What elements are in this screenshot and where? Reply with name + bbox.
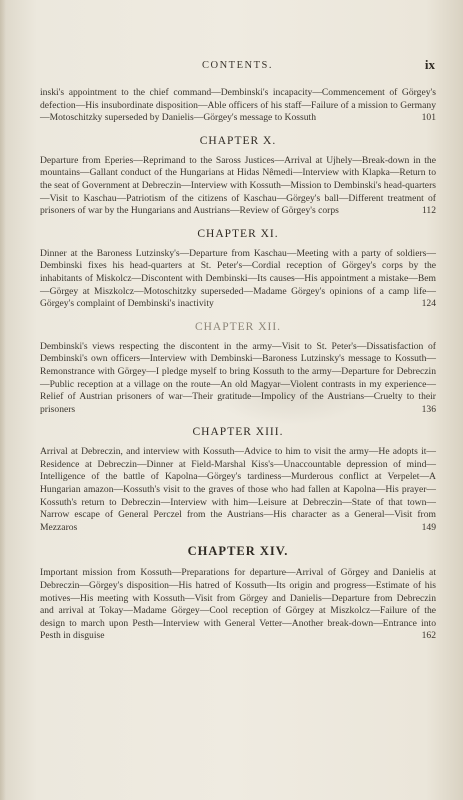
contents-list xyxy=(40,85,436,643)
entry-page: 101 xyxy=(421,112,436,124)
chapter-heading: CHAPTER X. xyxy=(199,134,277,147)
entry-summary: Arrival at Debreczin, and interview with Kossuth—Advice to him to visit the army—He adopts it—Residence at Debreczin—Dinner at Field-Marshal Kiss's—Unaccountable depression of mind—Intelligence of the battle of Kapolna—Görgey's tardiness—Murderous conflict at Verpelet—A Hungarian amazon—Kossuth's visit to the graves of those who had fallen at Kapolna—His prayer—Kossuth's return to Debreczin—Interview with him—Leisure at Debreczin—State of that town—Narrow escape of General Perczel from the Austrians—His character as a General—Visit from Mezzaros xyxy=(40,446,436,533)
chapter-heading: CHAPTER XII. xyxy=(194,320,282,333)
entry-page: 112 xyxy=(421,205,436,217)
page-number: ix xyxy=(424,57,435,72)
contents-entry xyxy=(40,248,436,311)
contents-entry xyxy=(40,446,436,534)
contents-entry xyxy=(40,567,436,643)
contents-entry xyxy=(40,87,436,125)
entry-summary: Important mission from Kossuth—Preparations for departure—Arrival of Görgey and Danielis at Debreczin—Görgey's disposition—His hatred of Kossuth—Its origin and progress—Estimate of his motives—His meeting with Kossuth—Visit from Görgey and Danielis—Departure from Debreczin and arrival at Tokay—Madame Görgey—Cool reception of Görgey at Miszkolcz—Failure of the design to march upon Pesth—Interview with General Vetter—Another break-down—Entrance into Pesth in disguise xyxy=(40,567,436,642)
contents-entry xyxy=(40,155,436,218)
entry-page: 149 xyxy=(421,521,436,533)
running-title: CONTENTS. xyxy=(202,60,273,71)
chapter-heading: CHAPTER XIII. xyxy=(192,426,284,439)
entry-page: 136 xyxy=(421,403,436,415)
entry-summary: Departure from Eperies—Reprimand to the Saross Justices—Arrival at Ujhely—Break-down in the mountains—Gallant conduct of the Hungarians at Hidas Nêmedi—Interview with Klapka—Return to the seat of Government at Debreczin—Interview with Kossuth—Mission to Dembinski's head-quarters—Visit to Kaschau—Patriotism of the citizens of Kaschau—Görgey's ball—Different treatment of prisoners of war by the Hungarians and Austrians—Review of Görgey's corps xyxy=(40,154,436,217)
chapter-heading: CHAPTER XI. xyxy=(197,227,279,240)
contents-entry xyxy=(40,341,436,417)
entry-summary: Dembinski's views respecting the discontent in the army—Visit to St. Peter's—Dissatisfaction of Dembinski's own officers—Interview with Dembinski—Baroness Lutzinsky's message to Kossuth—Remonstrance with Görgey—I pledge myself to bring Kossuth to the army—Departure for Debreczin—Public reception at a village on the route—An old Magyar—Violent contrasts in my experience—Relief of Austrian prisoners of war—Their gratitude—Impolicy of the Austrians—Cruelty to their prisoners xyxy=(40,340,436,415)
entry-summary: inski's appointment to the chief command—Dembinski's incapacity—Commencement of Görgey's defection—His insubordinate disposition—Able officers of his staff—Failure of a mission to Germany—Motoschitzky superseded by Danielis—Görgey's message to Kossuth xyxy=(40,87,436,124)
entry-summary: Dinner at the Baroness Lutzinsky's—Departure from Kaschau—Meeting with a party of soldiers—Dembinski fixes his head-quarters at St. Peter's—Cordial reception of Görgey's corps by the inhabitants of Miskolcz—Discontent with Dembinski—Its causes—His appointment a mistake—Bem—Görgey at Miszkolcz—Motoschitzky superseded—Madame Görgey's opinions of a camp life—Görgey's complaint of Dembinski's inactivity xyxy=(40,247,436,310)
entry-page: 124 xyxy=(421,298,436,310)
entry-page: 162 xyxy=(421,630,436,642)
page-edge xyxy=(0,0,6,800)
page-header xyxy=(40,57,435,78)
chapter-heading: CHAPTER XIV. xyxy=(187,544,289,559)
